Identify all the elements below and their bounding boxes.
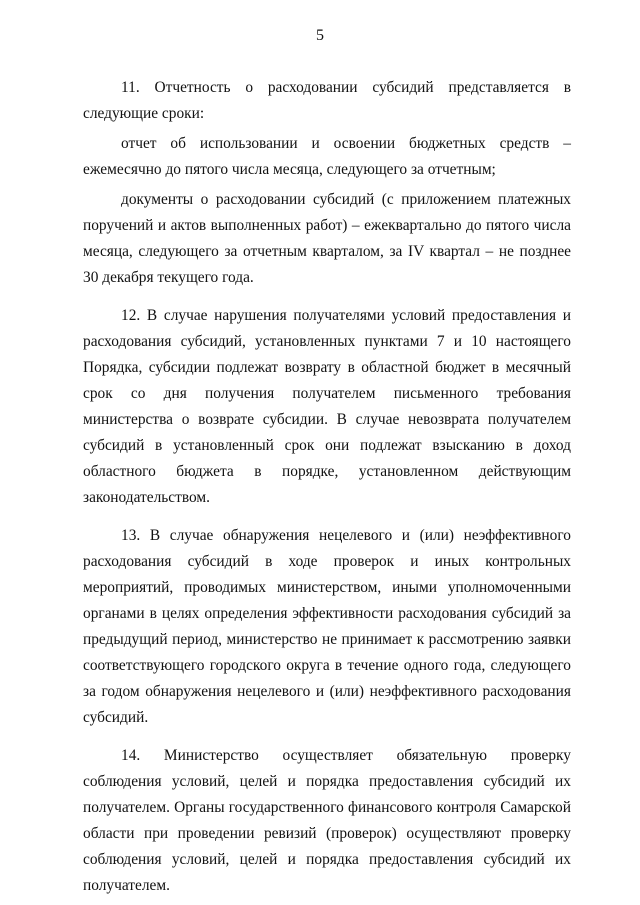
paragraph-12: 12. В случае нарушения получателями условий предоставления и расходования субсидий, установленных пунктами 7 и 10 настоящего Порядка, субсидии подлежат возврату в областной бюджет в месячный срок со дня получения получателем письменного требования министерства о возврате субсидии. В случае невозврата получателем субсидий в установленный срок они подлежат взысканию в доход областного бюджета в порядке, установленном действующим законодательством. bbox=[83, 307, 571, 506]
paragraph-13: 13. В случае обнаружения нецелевого и (или) неэффективного расходования субсидий в ходе проверок и иных контрольных мероприятий, проводимых министерством, иными уполномоченными органами в целях определения эффективности расходования субсидий за предыдущий период, министерство не принимает к рассмотрению заявки соответствующего городского округа в течение одного года, следующего за годом обнаружения нецелевого и (или) неэффективного расходования субсидий. bbox=[83, 527, 571, 726]
paragraph-11-item-monthly-report: отчет об использовании и освоении бюджетных средств – ежемесячно до пятого числа месяца, следующего за отчетным; bbox=[83, 135, 571, 178]
paragraph-11-item-quarterly-documents: документы о расходовании субсидий (с приложением платежных поручений и актов выполненных работ) – ежеквартально до пятого числа месяца, следующего за отчетным кварталом, за IV квартал – не позднее 30 декабря текущего года. bbox=[83, 191, 571, 286]
paragraph-14: 14. Министерство осуществляет обязательную проверку соблюдения условий, целей и порядка предоставления субсидий их получателем. Органы государственного финансового контроля Самарской области при проведении ревизий (проверок) осуществляют проверку соблюдения условий, целей и порядка предоставления субсидий их получателем. bbox=[83, 747, 571, 894]
paragraph-11: 11. Отчетность о расходовании субсидий представляется в следующие сроки: bbox=[83, 79, 571, 122]
document-body bbox=[83, 75, 571, 899]
page-number: 5 bbox=[316, 27, 324, 44]
